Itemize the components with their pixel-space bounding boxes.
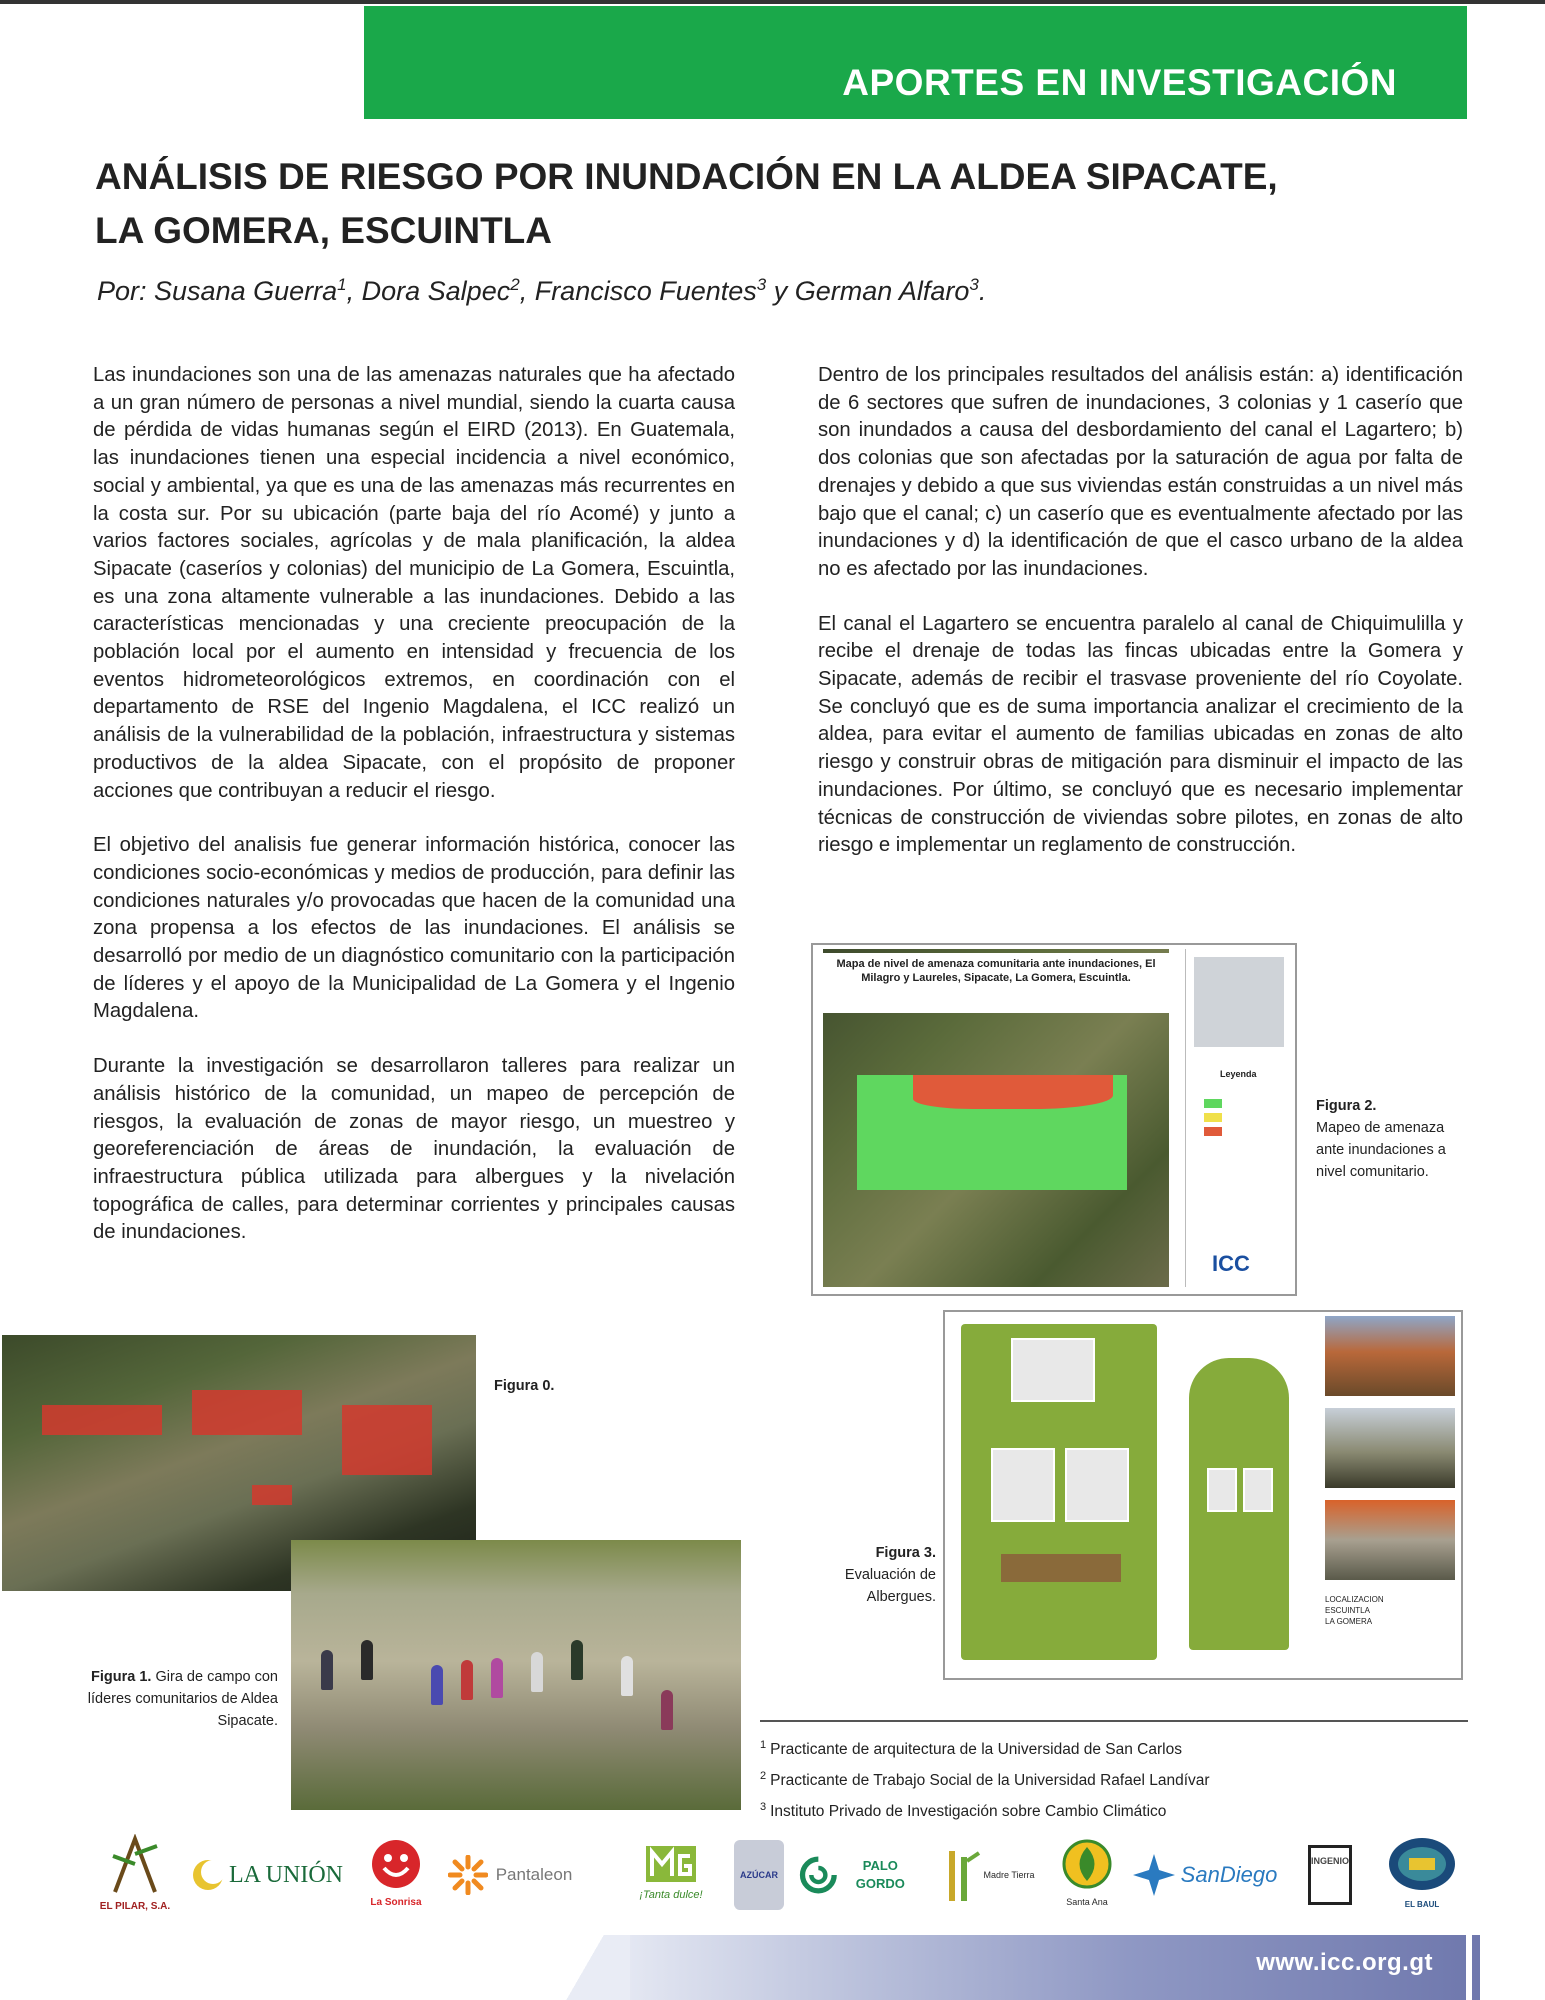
paragraph: Dentro de los principales resultados del análisis están: a) identificación de 6 sectores que sufren de inundaciones, 3 colonias y 1 caserío que son inundados a causa del desbordamiento del canal el Lagartero; b) dos colonias que son afectadas por la saturación de agua por falta de drenajes y debido a que sus viviendas están construidas a un nivel más bajo que el canal; c) un caserío que es eventualmente afectado por las inundaciones y d) la identificación de que el casco urbano de la aldea no es afectado por las inundaciones. — [818, 364, 1463, 580]
logo-magdalena: ¡Tanta dulce! — [631, 1820, 711, 1930]
sugarcane-icon — [941, 1847, 981, 1903]
legend-title: Leyenda — [1220, 1069, 1257, 1079]
top-rule — [0, 0, 1545, 4]
author-2: Dora Salpec — [361, 276, 511, 306]
footer-band — [0, 1935, 1545, 2000]
person — [491, 1658, 503, 1698]
person — [321, 1650, 333, 1690]
flood-zone — [342, 1405, 432, 1475]
crescent-icon — [191, 1858, 225, 1892]
map-title: Mapa de nivel de amenaza comunitaria ante inundaciones, El Milagro y Laureles, Sipacate, La Gomera, Escuintla. — [823, 953, 1169, 1013]
person — [361, 1640, 373, 1680]
logo-palo-gordo: PALO GORDO — [799, 1820, 919, 1930]
figure-1-photo — [291, 1540, 741, 1810]
mg-monogram-icon — [646, 1846, 696, 1882]
figure-3-caption: Figura 3. Evaluación de Albergues. — [844, 1545, 936, 1605]
swirl-icon — [799, 1853, 838, 1897]
left-column — [93, 362, 735, 1274]
sponsor-logos — [95, 1820, 1475, 1930]
paragraph: El canal el Lagartero se encuentra paralelo al canal de Chiquimulilla y recibe el drenaje de todas las fincas ubicadas entre la Gomera y Sipacate, además de recibir el trasvase proveniente del río Coyolate. Se concluyó que es de suma importancia analizar el crecimiento de la aldea, para evitar el aumento de familias ubicadas en zonas de alto riesgo y construir obras de mitigación para disminuir el impacto de las inundaciones. Por último, se concluyó que es necesario implementar técnicas de construcción de viviendas sobre pilotes, en zonas de alto riesgo e implementar un reglamento de construcción. — [818, 612, 1463, 857]
flood-zone — [42, 1405, 162, 1435]
logo-la-union: LA UNIÓN — [187, 1820, 347, 1930]
flood-zone — [252, 1485, 292, 1505]
sugarcane-icon — [105, 1834, 165, 1894]
footnote: $^2$ Practicante de Trabajo Social de la Universidad Rafael Landívar — [760, 1770, 1210, 1790]
paragraph: Las inundaciones son una de las amenazas naturales que ha afectado a un gran número de personas a nivel mundial, siendo la cuarta causa de pérdida de vidas humanas según el EIRD (2013). En Guatemala, las inundaciones tienen una especial incidencia a nivel económico, social y ambiental, ya que es una de las amenazas más recurrentes en la costa sur. Por su ubicación (parte baja del río Acomé) y junto a varios factores sociales, agrícolas y de mala planificación, la aldea Sipacate (caseríos y colonias) del municipio de La Gomera, Escuintla, es una zona altamente vulnerable a las inundaciones. Debido a las características mencionadas y una creciente preocupación de la población local por el aumento en intensidad y frecuencia de los eventos hidrometeorológicos extremos, en coordinación con el departamento de RSE del Ingenio Magdalena, el ICC realizó un análisis de la vulnerabilidad de la población, infraestructura y sistemas productivos de la aldea Sipacate, con el propósito de proponer acciones que contribuyan a reducir el riesgo. — [93, 364, 735, 802]
shelter-photo-1 — [1325, 1316, 1455, 1396]
legend-swatch-medium — [1204, 1113, 1222, 1122]
logo-el-pilar: EL PILAR, S.A. — [95, 1820, 175, 1930]
author-4: German Alfaro — [794, 276, 970, 306]
footnote: $^3$ Instituto Privado de Investigación sobre Cambio Climático — [760, 1801, 1167, 1821]
figure-3-shelters — [943, 1310, 1463, 1680]
site-plan-detail — [1189, 1358, 1289, 1650]
location-minimap — [1194, 957, 1284, 1047]
court — [1243, 1468, 1273, 1512]
paragraph: Durante la investigación se desarrollaron talleres para realizar un análisis histórico de la comunidad, un mapeo de percepción de riesgos, la evaluación de zonas de mayor riesgo, un muestreo y georeferenciación de áreas de inundación, la evaluación de infraestructura pública utilizada para albergues y la nivelación topográfica de calles, para determinar corrientes y principales causas de inundaciones. — [93, 1055, 735, 1244]
icc-logo: ICC — [1212, 1251, 1250, 1276]
author-line: Por: Susana Guerra$^1$, Dora Salpec$^2$, Francisco Fuentes$^3$ y German Alfaro$^3$. — [97, 275, 987, 306]
article-title — [95, 150, 1295, 258]
legend-swatch-low — [1204, 1099, 1222, 1108]
court — [1207, 1468, 1237, 1512]
logo-pantaleon: Pantaleon — [445, 1820, 575, 1930]
high-threat-zone — [913, 1075, 1113, 1109]
person — [661, 1690, 673, 1730]
map-legend-panel — [1185, 949, 1294, 1287]
logo-el-baul: EL BAUL — [1379, 1820, 1465, 1930]
person — [571, 1640, 583, 1680]
star-icon — [1131, 1852, 1177, 1898]
website-link[interactable]: www.icc.org.gt — [1256, 1949, 1433, 1976]
paragraph: El objetivo del analisis fue generar información histórica, conocer las condiciones socio-económicas y medios de producción, para definir las condiciones naturales y/o provocadas que hacen de la comunidad una zona propensa a los efectos de las inundaciones. El análisis se desarrolló por medio de un diagnóstico comunitario con la participación de líderes y el apoyo de la Municipalidad de La Gomera y el Ingenio Magdalena. — [93, 834, 735, 1023]
logo-santa-ana: Santa Ana — [1057, 1820, 1117, 1930]
title-line-1: ANÁLISIS DE RIESGO POR INUNDACIÓN EN LA ALDEA SIPACATE, — [95, 156, 1278, 197]
footnotes — [760, 1720, 1468, 1825]
footnote: $^1$ Practicante de arquitectura de la Universidad de San Carlos — [760, 1739, 1182, 1759]
figure-2-caption: Figura 2. Mapeo de amenaza ante inundaciones a nivel comunitario. — [1316, 1098, 1446, 1180]
logo-azucar: AZÚCAR — [731, 1820, 787, 1930]
title-line-2: LA GOMERA, ESCUINTLA — [95, 210, 553, 251]
shelter-photo-2 — [1325, 1408, 1455, 1488]
author-3: Francisco Fuentes — [534, 276, 757, 306]
person — [531, 1652, 543, 1692]
court — [1065, 1448, 1129, 1522]
shelter-roof — [1001, 1554, 1121, 1582]
shelter-photo-3 — [1325, 1500, 1455, 1580]
section-title: APORTES EN INVESTIGACIÓN — [842, 62, 1397, 103]
person — [461, 1660, 473, 1700]
logo-san-diego: SanDiego — [1129, 1820, 1279, 1930]
author-1: Susana Guerra — [154, 276, 338, 306]
person — [431, 1665, 443, 1705]
flood-zone — [192, 1390, 302, 1435]
site-plan — [961, 1324, 1157, 1660]
smile-face-icon — [370, 1838, 422, 1890]
figure-1-caption: Figura 1. Gira de campo con líderes comunitarios de Aldea Sipacate. — [87, 1669, 278, 1729]
section-banner — [364, 6, 1467, 119]
sun-burst-icon — [448, 1855, 488, 1895]
figure-0-caption: Figura 0. — [494, 1378, 555, 1394]
plan-stamp: LOCALIZACION ESCUINTLA LA GOMERA — [1325, 1595, 1384, 1626]
person — [621, 1656, 633, 1696]
logo-madre-tierra: Madre Tierra — [933, 1820, 1043, 1930]
building — [1011, 1338, 1095, 1402]
legend-swatch-high — [1204, 1127, 1222, 1136]
leaf-emblem-icon — [1062, 1839, 1112, 1889]
emblem-icon — [1387, 1836, 1457, 1892]
court — [991, 1448, 1055, 1522]
right-column — [818, 362, 1463, 887]
logo-ingenio-tulula: INGENIO — [1295, 1820, 1365, 1930]
logo-la-sonrisa: La Sonrisa — [361, 1820, 431, 1930]
figure-2-map — [811, 943, 1297, 1296]
